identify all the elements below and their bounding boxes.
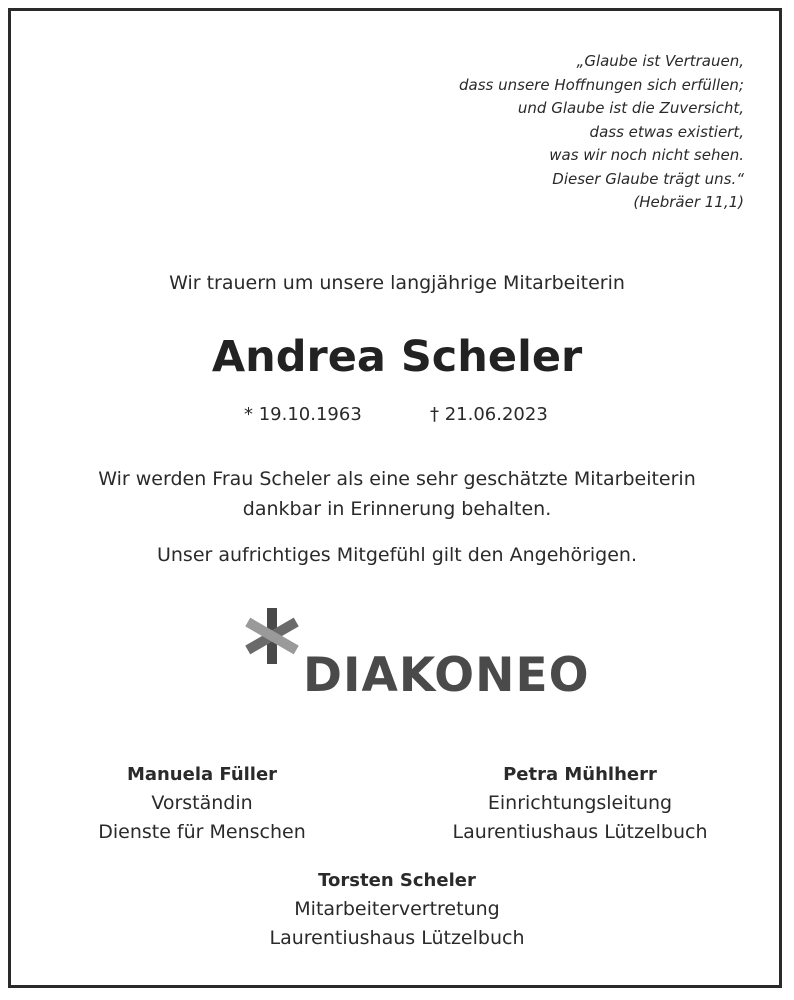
bible-quote (459, 50, 744, 215)
signatory-unit: Dienste für Menschen (98, 821, 306, 843)
signatory-name: Petra Mühlherr (503, 764, 657, 785)
memorial-message (0, 464, 794, 524)
quote-line: Dieser Glaube trägt uns.“ (552, 169, 744, 188)
quote-reference: (Hebräer 11,1) (633, 193, 744, 211)
intro-text: Wir trauern um unsere langjährige Mitarbeiterin (169, 272, 625, 294)
memorial-line: Wir werden Frau Scheler als eine sehr geschätzte Mitarbeiterin (98, 468, 696, 490)
quote-line: „Glaube ist Vertrauen, (576, 52, 744, 70)
birth-date: * 19.10.1963 (244, 404, 362, 425)
signatory-unit: Laurentiushaus Lützelbuch (452, 821, 708, 843)
signatory-role: Vorständin (151, 792, 253, 814)
signatory-scheler (237, 866, 557, 953)
signatory-muehlherr (420, 760, 740, 847)
quote-line: was wir noch nicht sehen. (549, 146, 744, 164)
death-date: † 21.06.2023 (430, 404, 548, 425)
quote-line: dass etwas existiert, (589, 122, 744, 141)
quote-line: dass unsere Hoffnungen sich erfüllen; (459, 75, 744, 94)
signatory-name: Manuela Füller (126, 764, 278, 785)
signatory-role: Einrichtungsleitung (487, 792, 673, 814)
signatory-unit: Laurentiushaus Lützelbuch (269, 927, 525, 949)
signatory-fueller (74, 760, 330, 847)
deceased-name: Andrea Scheler (211, 332, 583, 382)
signatory-name: Torsten Scheler (318, 870, 476, 891)
quote-line: und Glaube ist die Zuversicht, (517, 99, 744, 117)
signatory-role: Mitarbeitervertretung (294, 898, 500, 920)
condolence-text: Unser aufrichtiges Mitgefühl gilt den Angehörigen. (156, 544, 638, 566)
memorial-line: dankbar in Erinnerung behalten. (242, 498, 552, 520)
logo-wordmark: DIAKONEO (303, 648, 590, 703)
diakoneo-star-icon (242, 605, 302, 667)
